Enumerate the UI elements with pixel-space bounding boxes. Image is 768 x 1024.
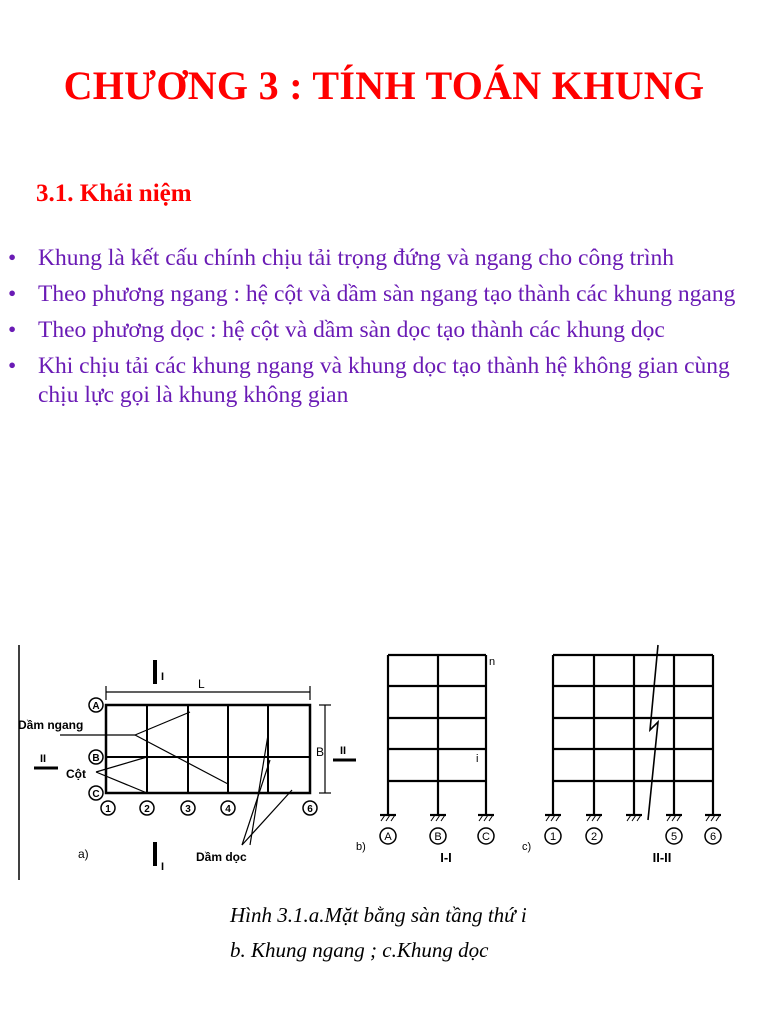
- longitudinal-frame: [545, 645, 721, 821]
- pointer-line: [135, 712, 190, 735]
- figure-caption-line1: Hình 3.1.a.Mặt bằng sàn tầng thứ i: [230, 903, 527, 927]
- top-floor-label: n: [489, 656, 496, 668]
- frame-figure: [0, 640, 768, 880]
- bullet-item: [0, 316, 760, 345]
- axis-label: A: [92, 701, 100, 712]
- axis-label: 1: [105, 804, 111, 815]
- pointer-line: [242, 760, 270, 845]
- axis-label: 3: [185, 804, 191, 815]
- bullet-icon: •: [8, 281, 17, 307]
- label-column: Cột: [66, 767, 86, 781]
- transverse-frame: [380, 655, 494, 821]
- section-heading: 3.1. Khái niệm: [36, 180, 192, 207]
- bullet-list: [0, 244, 768, 417]
- bullet-item: [0, 352, 760, 410]
- axis-label: B: [92, 753, 100, 764]
- axis-label: A: [384, 831, 392, 843]
- section-label-c: II-II: [652, 850, 672, 865]
- section-mark-label: II: [340, 745, 347, 757]
- pointer-line: [96, 757, 147, 772]
- floor-label: i: [476, 753, 479, 765]
- label-beam-transverse: Dầm ngang: [18, 718, 84, 732]
- axis-label: 6: [709, 831, 717, 843]
- figure-caption-line2: b. Khung ngang ; c.Khung dọc: [230, 938, 489, 962]
- section-mark-label: II: [40, 753, 47, 765]
- span-label: L: [198, 677, 205, 691]
- bullet-item: [0, 244, 760, 273]
- section-label-b: I-I: [440, 850, 452, 865]
- axis-label: 4: [225, 804, 231, 815]
- bullet-text: Khung là kết cấu chính chịu tải trọng đứng và ngang cho công trình: [38, 245, 674, 271]
- axis-label: 5: [670, 831, 678, 843]
- bullet-icon: •: [8, 317, 17, 343]
- axis-label: 1: [549, 831, 557, 843]
- plan-outline: [106, 705, 310, 793]
- bullet-icon: •: [8, 245, 17, 271]
- axis-label: 2: [144, 804, 150, 815]
- pointer-line: [135, 735, 228, 784]
- bullet-text: Theo phương ngang : hệ cột và dầm sàn ngang tạo thành các khung ngang: [38, 281, 736, 307]
- break-line: [648, 645, 658, 820]
- axis-label: C: [482, 831, 490, 843]
- bullet-text: Khi chịu tải các khung ngang và khung dọc tạo thành hệ không gian cùng chịu lực gọi là khung không gian: [38, 353, 730, 408]
- pointer-line: [250, 735, 268, 845]
- bullet-icon: •: [8, 353, 17, 379]
- axis-label: 2: [590, 831, 598, 843]
- bullet-text: Theo phương dọc : hệ cột và dầm sàn dọc tạo thành các khung dọc: [38, 317, 665, 343]
- pointer-line: [242, 790, 292, 845]
- pointer-line: [96, 772, 147, 793]
- axis-label: 6: [307, 804, 313, 815]
- page-title: CHƯƠNG 3 : TÍNH TOÁN KHUNG: [63, 63, 705, 108]
- axis-label: B: [434, 831, 442, 843]
- label-beam-longitudinal: Dầm dọc: [196, 850, 247, 864]
- panel-label-c: c): [522, 841, 532, 853]
- panel-label-b: b): [356, 841, 366, 853]
- bullet-item: [0, 280, 760, 309]
- section-mark-label: I: [161, 671, 165, 683]
- panel-label-a: a): [78, 847, 89, 861]
- floor-plan: [34, 660, 356, 866]
- axis-label: C: [92, 789, 100, 800]
- section-mark-label: I: [161, 861, 165, 873]
- width-label: B: [316, 745, 325, 759]
